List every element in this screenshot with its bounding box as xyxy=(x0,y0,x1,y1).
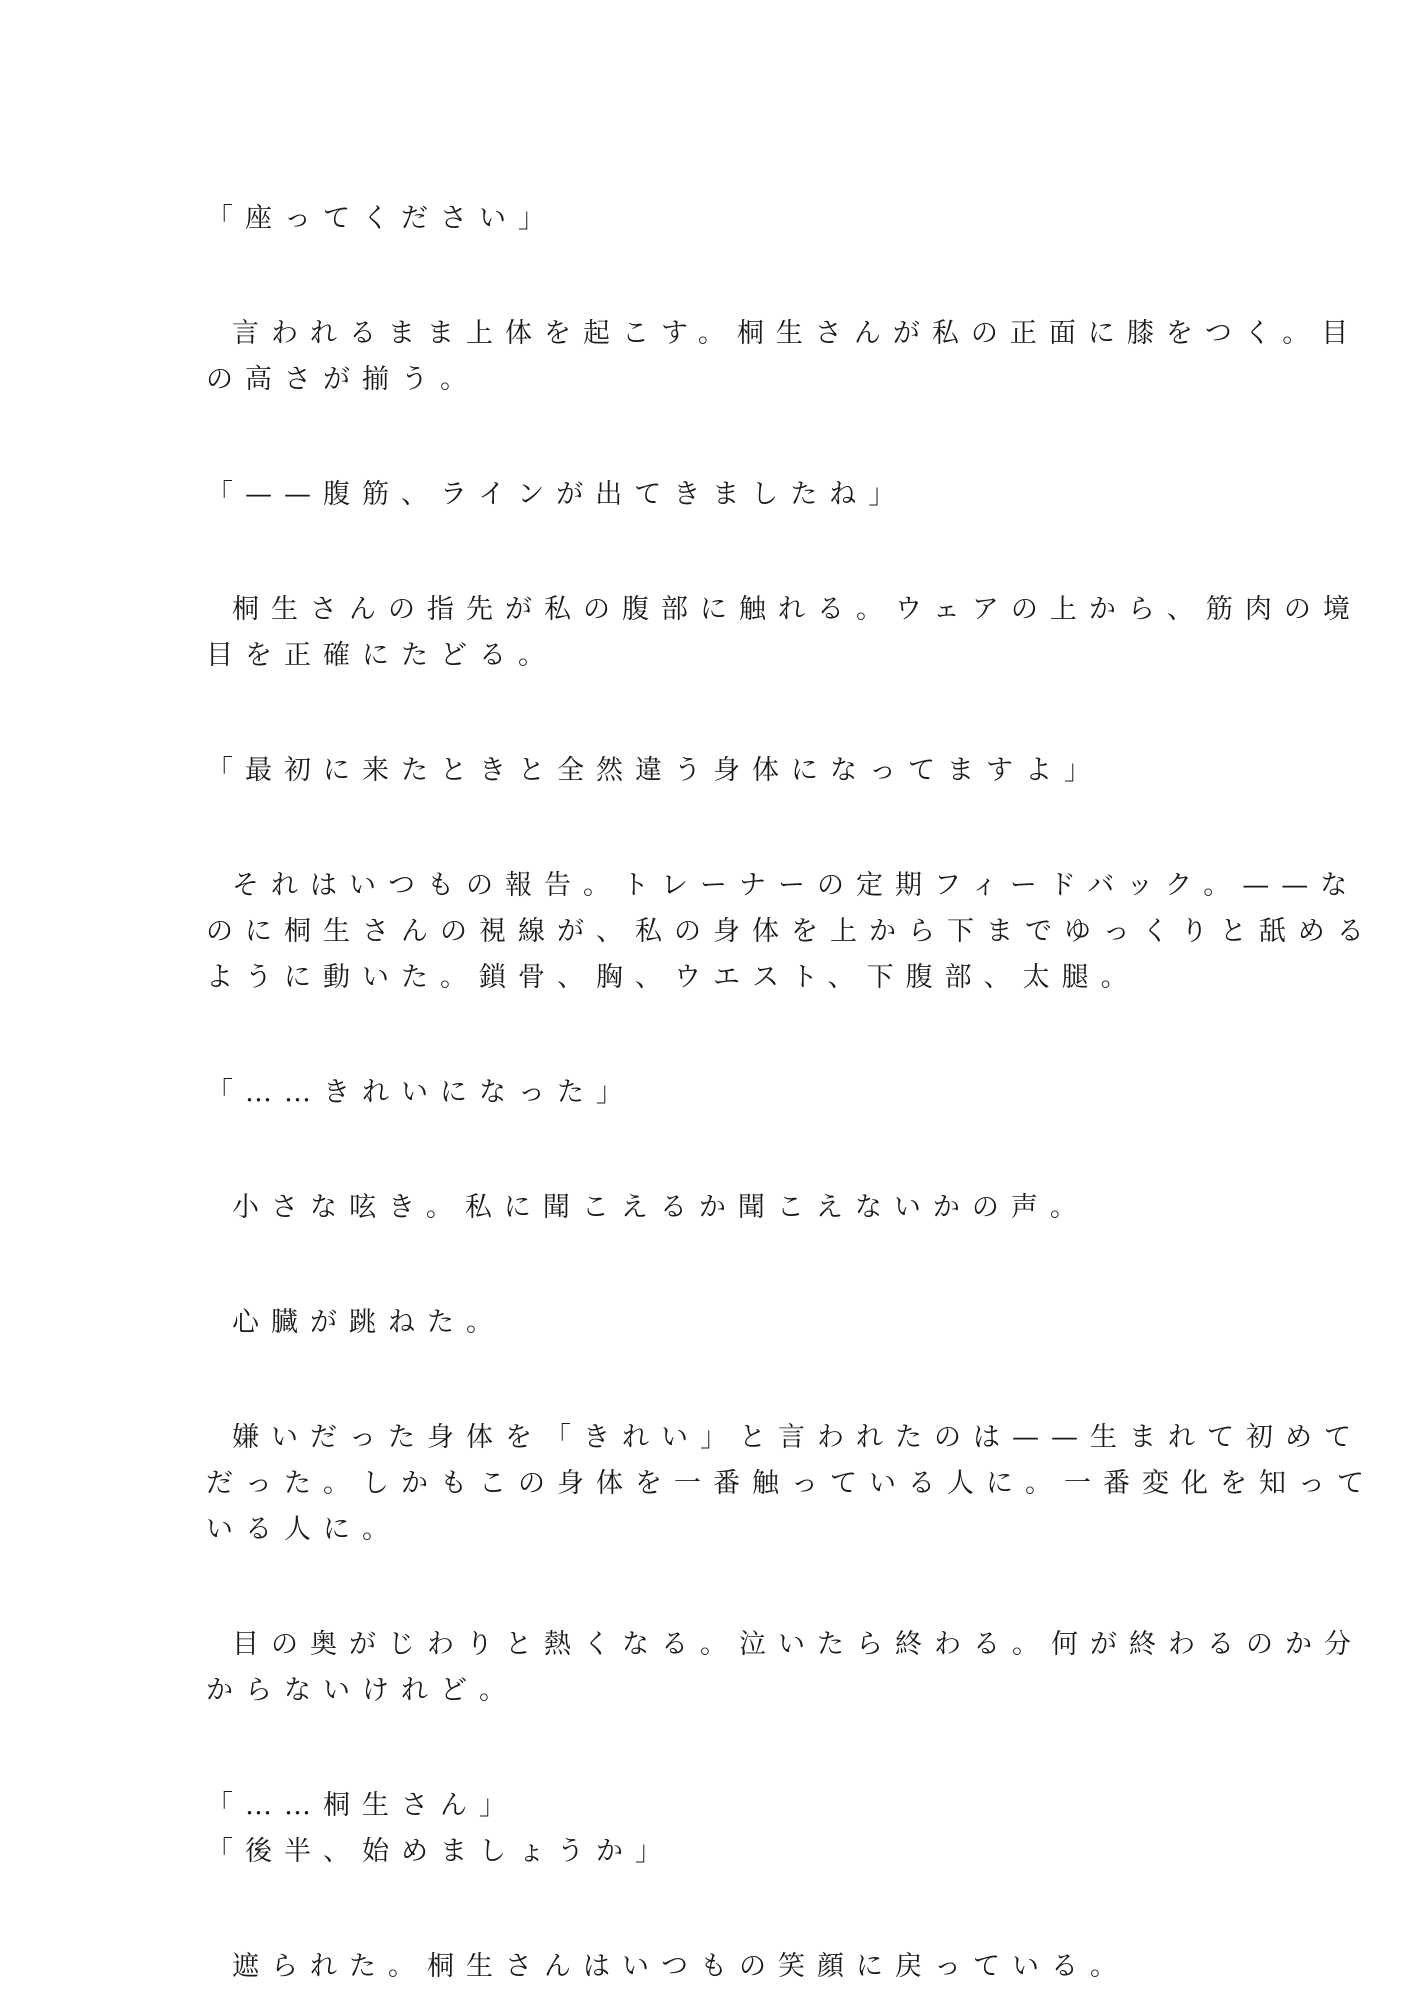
paragraph xyxy=(206,472,1166,518)
text-line: 「——腹筋、ラインが出てきましたね」 xyxy=(206,479,908,510)
paragraph xyxy=(206,1944,1166,1990)
text-line: の高さが揃う。 xyxy=(206,364,479,395)
document-page xyxy=(206,196,1376,1990)
text-line: ように動いた。鎖骨、胸、ウエスト、下腹部、太腿。 xyxy=(206,962,1140,993)
paragraph xyxy=(206,863,1376,1001)
paragraph xyxy=(206,748,1166,794)
text-line: 目の奥がじわりと熱くなる。泣いたら終わる。何が終わるのか分 xyxy=(232,1629,1363,1660)
text-line: 心臓が跳ねた。 xyxy=(232,1307,505,1338)
paragraph xyxy=(206,1622,1363,1714)
text-line: 小さな呟き。私に聞こえるか聞こえないかの声。 xyxy=(232,1192,1089,1223)
text-line: 「最初に来たときと全然違う身体になってますよ」 xyxy=(206,755,1103,786)
text-line: だった。しかもこの身体を一番触っている人に。一番変化を知って xyxy=(206,1468,1376,1499)
text-line: 言われるまま上体を起こす。桐生さんが私の正面に膝をつく。目 xyxy=(232,318,1361,349)
text-line: のに桐生さんの視線が、私の身体を上から下までゆっくりと舐める xyxy=(206,916,1376,947)
text-line: からないけれど。 xyxy=(206,1675,518,1706)
paragraph xyxy=(206,196,1166,242)
paragraph xyxy=(206,1300,1166,1346)
paragraph xyxy=(206,311,1361,403)
text-line: 桐生さんの指先が私の腹部に触れる。ウェアの上から、筋肉の境 xyxy=(232,594,1362,625)
paragraph xyxy=(206,1415,1376,1553)
text-line: 「……桐生さん」 xyxy=(206,1790,518,1821)
text-line: 嫌いだった身体を「きれい」と言われたのは——生まれて初めて xyxy=(232,1422,1363,1453)
text-line: 遮られた。桐生さんはいつもの笑顔に戻っている。 xyxy=(232,1951,1129,1982)
paragraph xyxy=(206,587,1362,679)
text-line: 「座ってください」 xyxy=(206,203,557,234)
paragraph xyxy=(206,1783,1166,1875)
text-line: 目を正確にたどる。 xyxy=(206,640,557,671)
paragraph xyxy=(206,1185,1166,1231)
text-line: いる人に。 xyxy=(206,1514,401,1545)
text-line: 「後半、始めましょうか」 xyxy=(206,1836,674,1867)
text-line: 「……きれいになった」 xyxy=(206,1077,635,1108)
paragraph xyxy=(206,1070,1166,1116)
text-line: それはいつもの報告。トレーナーの定期フィードバック。——な xyxy=(232,870,1360,901)
